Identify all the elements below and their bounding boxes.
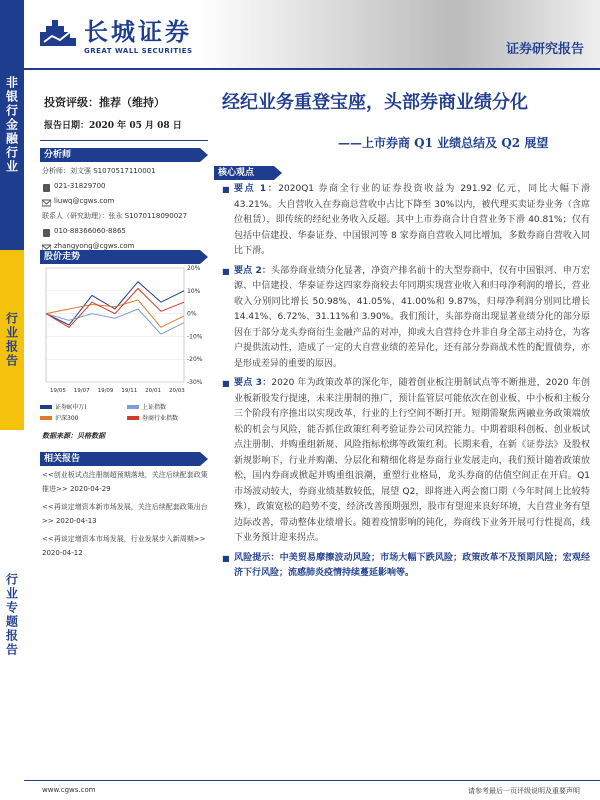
related-heading: 相关报告: [40, 452, 200, 466]
y-tick-label: 20%: [187, 265, 201, 272]
sidebar: [0, 0, 24, 800]
phone-icon: [42, 183, 51, 191]
analyst-info: [42, 164, 210, 254]
core-point: [222, 182, 590, 260]
analyst-heading: 分析师: [40, 148, 200, 162]
legend-swatch: [40, 416, 52, 420]
y-tick-label: -30%: [187, 379, 203, 386]
legend-label: 上证指数: [142, 404, 167, 411]
risk-warning: [222, 551, 590, 582]
page-subtitle: ——上市券商 Q1 业绩总结及 Q2 展望: [338, 136, 549, 150]
contact-name: 联系人（研究助理）：张永 S1070118090027: [42, 212, 188, 220]
footer-divider: [24, 780, 600, 781]
x-tick-label: 19/05: [50, 388, 66, 394]
chart-legend: [40, 402, 210, 422]
chart-frame: [46, 268, 184, 382]
footer-disclaimer: 请参考最后一页评级说明及重要声明: [468, 787, 580, 795]
core-point: [222, 376, 590, 547]
left-divider: [40, 140, 208, 141]
x-tick-label: 20/03: [168, 388, 185, 394]
core-point-text: 2020Q1 券商全行业的证券投资收益为 291.92 亿元，同比大幅下滑 43.21%。大自营收入在券商总营收中占比下降至 30%以内，被代理买卖证券业务（含席位租赁），即传统的经纪业务收入反超。其中上市券商合计自营业务下滑 40.81%；仅有包括中信建投、华泰证券、中国银河等 8 家券商自营收入同比增加，多数券商自营收入同比下滑。: [234, 184, 590, 256]
related-reports: [42, 468, 210, 564]
legend-item: [40, 413, 123, 422]
phone-icon: [42, 228, 51, 236]
legend-item: [127, 402, 210, 411]
price-chart-svg: [40, 262, 210, 402]
analyst-phone: 021-31829700: [42, 179, 210, 194]
sidebar-report-kind: 行业报告: [0, 250, 24, 430]
legend-label: 证券Ⅱ(申万): [55, 404, 87, 411]
series-line: [46, 309, 184, 334]
legend-label: 沪深300: [55, 415, 79, 422]
great-wall-logo-icon: [36, 16, 78, 52]
contact-email[interactable]: zhangyong@cgws.com: [42, 239, 210, 254]
x-tick-label: 19/07: [73, 388, 90, 394]
sidebar-report-subkind: 行业专题报告: [0, 430, 24, 800]
core-point: [222, 264, 590, 373]
related-report-item[interactable]: <<创业板试点注册制超预期落地，关注后续配套政策推进>> 2020-04-29: [42, 471, 208, 493]
data-source: 数据来源：贝格数据: [42, 431, 105, 440]
logo-chinese: 长城证券: [84, 17, 192, 46]
perf-heading: 股价走势: [40, 250, 200, 264]
x-tick-label: 19/09: [97, 388, 114, 394]
legend-swatch: [127, 416, 139, 420]
risk-text: 中美贸易摩擦波动风险；市场大幅下跌风险；政策改革不及预期风险；宏观经济下行风险；流感肺炎疫情持续蔓延影响等。: [234, 552, 590, 578]
legend-swatch: [127, 405, 139, 409]
y-tick-label: 10%: [187, 287, 201, 295]
contact-phone: 010-88366060-8865: [42, 224, 210, 239]
legend-label: 券商行业指数: [142, 415, 179, 422]
x-tick-label: 19/11: [121, 388, 138, 394]
core-point-label: 要点 3：: [234, 378, 272, 388]
risk-label: 风险提示：: [234, 552, 280, 563]
y-tick-label: -20%: [187, 356, 203, 364]
x-tick-label: 20/01: [145, 388, 162, 394]
core-views: [222, 182, 590, 586]
y-tick-label: 0%: [187, 310, 197, 318]
series-line: [46, 289, 184, 328]
report-type: 证券研究报告: [505, 42, 584, 57]
y-tick-label: -10%: [187, 333, 203, 341]
report-date: 报告日期：2020 年 05 月 08 日: [44, 121, 182, 131]
legend-item: [127, 413, 210, 422]
page-header: [24, 0, 600, 68]
mail-icon: [42, 198, 51, 206]
related-report-item[interactable]: <<再谈定增资本新市场发展，关注后续配套政策出台>> 2020-04-13: [42, 503, 208, 525]
core-point-text: 2020 年为政策改革的深化年，随着创业板注册制试点等不断推进，2020 年创业板新股发行提速，未来注册制的推广，预计监管层可能依次在创业板、中小板和主板分三个阶段有序推出以实现改革，行业的上行空间不断打开。短期需聚焦两融业务政策端放松的机会与风险，能否抓住政策红利考验证券公司风控能力。中期着眼科创板、创业板试点注册制、并购重组新规、风险指标松绑等政策红利。长期来看，在新《证券法》及股权新规影响下，行业并购潮、分层化和精细化将是券商行业发展走向，我们预计随着政策放松，国内券商或掀起并购重组浪潮，重塑行业格局，龙头券商的估值空间正在开启。Q1 市场波动较大，券商业绩基数较低，展望 Q2，即将进入两会窗口期（今年时间上比较特殊），政策宽松的趋势不变，经济改善预期强烈，股市有望迎来良好环境，大自营业务有望边际改善，带动整体业绩增长。随着疫情影响的钝化，券商线下业务开展可行性提高，线下业务预计迎来拐点。: [234, 378, 590, 543]
legend-swatch: [40, 405, 52, 409]
core-point-label: 要点 2：: [234, 265, 271, 276]
legend-item: [40, 402, 123, 411]
investment-rating: 投资评级：推荐（维持）: [44, 96, 165, 109]
core-point-label: 要点 1：: [234, 184, 279, 194]
logo-english: GREAT WALL SECURITIES: [84, 47, 193, 55]
analyst-email[interactable]: liuwq@cgws.com: [42, 194, 210, 209]
core-point-text: 头部券商业绩分化显著，净资产排名前十的大型券商中，仅有中国银河、申万宏源、中信建投、华泰证券这四家券商较去年同期实现营业收入和归母净利润的增长，营业收入分别同比增长 50.98%、41.05%、41.00%和 9.87%，归母净利润分别同比增长 14.41%、6.72%、31.11%和 3.90%。我们预计，头部券商出现显著业绩分化的部分原因在于部分龙头券商衍生金融产品的对冲，抑或大自营持仓并非自身全部主动持仓，为客户提供流动性，造成了一定的大自营业绩的差异化，还有部分券商战术性的配置债券，亦是形成差异的重要的原因。: [234, 265, 590, 369]
core-heading: 核心观点: [214, 166, 274, 180]
page-title: 经纪业务重登宝座，头部券商业绩分化: [222, 92, 528, 113]
footer-url[interactable]: www.cgws.com: [42, 786, 96, 794]
company-logo: [36, 12, 193, 55]
related-report-item[interactable]: <<再谈定增资本市场发展，行业发展步入新周期>> 2020-04-12: [42, 535, 206, 557]
analyst-name: 分析师：刘文强 S1070517110001: [42, 167, 156, 175]
sidebar-category: 非银行金融行业: [0, 0, 24, 250]
header-divider: [24, 68, 600, 70]
